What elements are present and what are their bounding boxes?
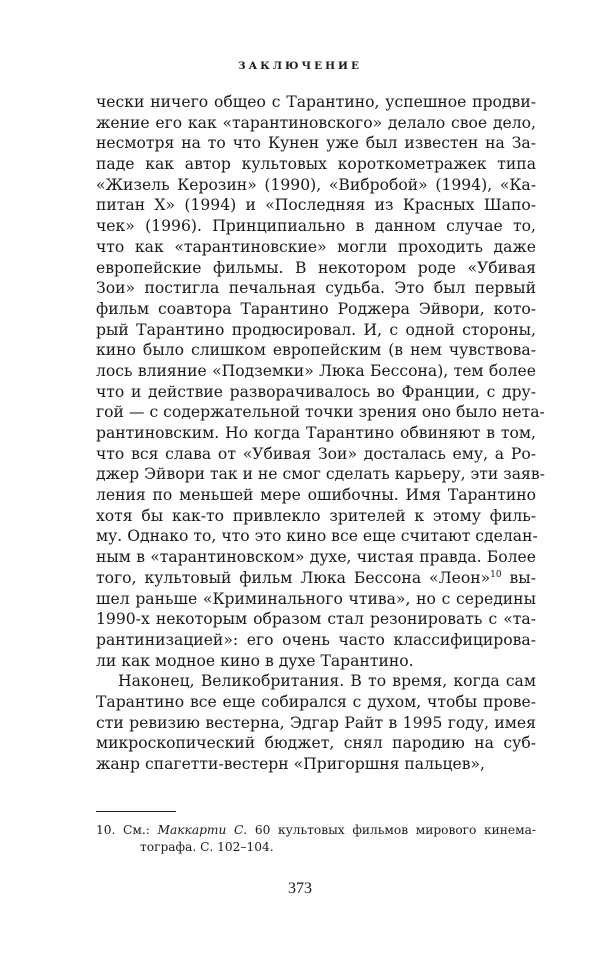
- text-line: рый Тарантино продюсировал. И, с одной стороны,: [96, 320, 536, 339]
- body-text: [96, 92, 545, 775]
- text-line: жение его как «тарантиновского» делало свое дело,: [96, 113, 536, 132]
- text-line: гой — с содержательной точки зрения оно было нета-: [96, 403, 545, 422]
- text-line: кино было слишком европейским (в нем чувствова-: [96, 341, 536, 360]
- text-line: «Жизель Керозин» (1990), «Вибробой» (1994), «Ка-: [96, 175, 536, 194]
- text-line: Наконец, Великобритания. В то время, когда сам: [118, 672, 536, 691]
- text-line: микроскопический бюджет, снял пародию на суб-: [96, 734, 536, 753]
- text-line: хотя бы как-то привлекло зрителей к этому филь-: [96, 506, 536, 525]
- text-line: что и действие разворачивалось во Франции, с дру-: [96, 382, 536, 401]
- text-line: ления по меньшей мере ошибочны. Имя Тарантино: [96, 486, 536, 505]
- footnote-number: 10.: [96, 823, 116, 837]
- text-line: чески ничего общео с Тарантино, успешное продви-: [96, 93, 536, 111]
- text-line: лось влияние «Подземки» Люка Бессона), тем более: [96, 361, 536, 380]
- footnote-divider: [96, 811, 176, 812]
- text-line: рантиновским. Но когда Тарантино обвиняют в том,: [96, 424, 536, 442]
- footnote-reference[interactable]: 10: [490, 569, 502, 580]
- footnote-author: Маккарти С.: [157, 823, 248, 837]
- text-line: европейские фильмы. В некотором роде «Убивая: [96, 258, 536, 277]
- footnote-prefix: См.:: [115, 823, 158, 837]
- text-line: сти ревизию вестерна, Эдгар Райт в 1995 году, имея: [96, 713, 536, 732]
- text-line: что вся слава от «Убивая Зои» досталась ему, а Ро-: [96, 444, 536, 463]
- footnote-text-cont: тографа. С. 102–104.: [140, 840, 274, 854]
- text-line: фильм соавтора Тарантино Роджера Эйвори, кото-: [96, 299, 536, 318]
- text-line: 1990-х некоторым образом стал резонировать с «та-: [96, 610, 536, 629]
- text-line: чек» (1996). Принципиально в данном случае то,: [96, 217, 536, 236]
- text-line: питан Х» (1994) и «Последняя из Красных Шапо-: [96, 196, 536, 215]
- text-line: рантинизацией»: его очень часто классифицирова-: [96, 630, 536, 649]
- running-header: ЗАКЛЮЧЕНИЕ: [238, 60, 362, 72]
- text-line: джер Эйвори так и не смог сделать карьеру, эти заяв-: [96, 465, 545, 484]
- text-line: шел раньше «Криминального чтива», но с середины: [96, 589, 536, 608]
- text-line: паде как автор культовых короткометражек типа: [96, 155, 536, 174]
- text-line: му. Однако то, что это кино все еще считают сделан-: [96, 527, 538, 546]
- text-line: Зои» постигла печальная судьба. Это был первый: [96, 279, 536, 298]
- text-line: жанр спагетти-вестерн «Пригоршня пальцев»,: [96, 755, 485, 773]
- text-line: что как «тарантиновские» могли проходить даже: [96, 237, 536, 256]
- footnote-text: 60 культовых фильмов мирового кинема-: [247, 823, 536, 837]
- footnote: [96, 822, 536, 856]
- text-line: Тарантино все еще собирался с духом, чтобы прове-: [96, 692, 536, 711]
- text-line: того, культовый фильм Люка Бессона «Леон»$^{10}$ вы-: [96, 568, 536, 587]
- text-line: ли как модное кино в духе Тарантино.: [96, 651, 414, 670]
- page-number: 373: [288, 880, 312, 897]
- text-line: несмотря на то что Кунен уже был известен на За-: [96, 134, 536, 153]
- text-line: ным в «тарантиновском» духе, чистая правда. Более: [96, 548, 536, 567]
